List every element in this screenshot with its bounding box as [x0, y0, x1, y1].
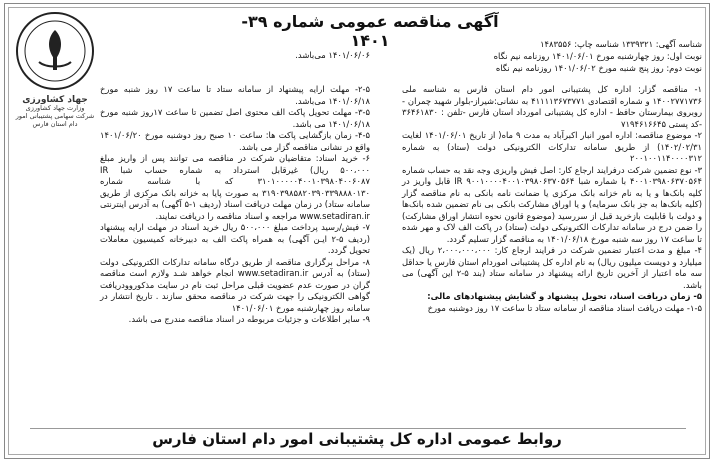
- section-5: ۵- زمان دریافت اسناد، تحویل پیشنهاد و گشایش پیشنهادهای مالی:: [427, 291, 702, 301]
- section-2: ۲- موضوع مناقصه: اداره امور انبار اکبرآباد به مدت ۹ ماه( از تاریخ ۱۴۰۱/۰۶/۰۱ لغایت ۱۴۰۲/۰۲/۳۱) از طریق سامانه تدارکات الکترونیکی دولت (ستاد) به شماره ۲۰۰۱۰۰۱۱۴۰۰۰۰۳۱۲: [402, 130, 702, 163]
- left-top-line: ۱۴۰۱/۰۶/۰۶ می‌باشد.: [295, 50, 370, 60]
- section-3: ۳- نوع تضمین شرکت درفرایند ارجاع کار: اصل فیش واریزی وجه نقد به حساب شماره ۴۰۰۱۰۳۹۸۰۶۳۷۰۵۶۴ با شماره شبا IR ۹۰۰۱۰۰۰۰۴۰۰۱۰۳۹۸۰۶۳۷۰۵۶۴ قابل واریز در کلیه بانک‌ها و یا به نام خزانه بانک مرکزی یا ضمانت نامه بانکی به نام مناقصه گزار (کلیه بانک‌ها به جز بانک سرمایه) و یا اوراق مشارکت بانکی بی نام تضمین شده بانک‌ها و دولت با قابلیت بازخرید قبل از سررسید (موضوع قانون نحوه انتشار اوراق مشارکت) را ضمن درج در سامانه تدارکات الکترونیکی دولت (ستاد) در پاکت الف لاک و مهر شده تا ساعت ۱۷ روز سه شنبه مورخ ۱۴۰۱/۰۶/۱۸ به مناقصه گزار تسلیم گردد.: [402, 164, 702, 244]
- section-1: ۱- مناقصه گزار: اداره کل پشتیبانی امور دام استان فارس به شناسه ملی ۱۴۰۰۲۷۷۱۷۳۶ و شماره اقتصادی ۴۱۱۱۱۳۶۷۳۷۷۱ به نشانی:شیراز-بلوار شهید چمران - روبروی بیمارستان حافظ - اداره کل پشتیبانی امورداد استان فارس -تلفن : ۳۶۴۶۱۸۳۰ -کد پستی ۷۱۹۴۶۱۶۶۴۵: [402, 84, 702, 129]
- first-publication: نوبت اول: روز چهارشنبه مورخ ۱۴۰۱/۰۶/۰۱ روزنامه نیم نگاه: [493, 51, 702, 61]
- section-5-2: ۲-۵- مهلت ارایه پیشنهاد از سامانه ستاد تا ساعت ۱۷ روز شنبه مورخ ۱۴۰۱/۰۶/۱۸ می‌باشد.: [100, 84, 370, 106]
- section-9: ۹- سایر اطلاعات و جزئیات مربوطه در اسناد مناقصه مندرج می باشد.: [128, 314, 370, 324]
- left-column: [100, 84, 370, 326]
- footer-divider: [30, 428, 686, 429]
- footer-signature: روابط عمومی اداره کل پشتیبانی امور دام استان فارس: [152, 430, 562, 448]
- logo-emblem-icon: [14, 10, 96, 92]
- logo-name: جهاد کشاورزی: [22, 95, 88, 105]
- logo-caption-1: وزارت جهاد کشاورزی: [25, 104, 85, 112]
- section-6: ۶- خرید اسناد: متقاضیان شرکت در مناقصه می توانند پس از واریز مبلغ ۵۰۰،۰۰۰ ریال) غیرقابل استرداد به شماره حساب شبا IR ۳۱۰۱۰۰۰۰۰۴۰۰۱۰۳۹۸۰۴۰۰۶۰۸۷ که با شناسه شماره ۳۱۹۰۳۹۸۵۸۲۰۳۹۰۳۳۹۸۸۸۰۱۳۰ به صورت پایا به خزانه بانک مرکزی از طریق سامانه ستاد) در زمان مهلت دریافت اسناد (ردیف ۱-۵ آگهی) به آدرس اینترنتی www.setadiran.ir مراجعه و اسناد مناقصه را دریافت نمایند.: [100, 153, 370, 221]
- ad-id-line: شناسه آگهی: ۱۳۳۹۳۲۱ شناسه چاپ: ۱۴۸۳۵۵۶: [540, 39, 702, 49]
- section-5-3: ۳-۵- مهلت تحویل پاکت الف محتوی اصل تضمین تا ساعت ۱۷روز شنبه مورخ ۱۴۰۱/۰۶/۱۸ می باشد.: [100, 107, 370, 129]
- ad-title: آگهی مناقصه عمومی شماره ۳۹- ۱۴۰۱: [241, 12, 499, 50]
- second-publication: نوبت دوم: روز پنج شنبه مورخ ۱۴۰۱/۰۶/۰۲ روزنامه نیم نگاه: [495, 63, 702, 73]
- ad-header-info: [402, 38, 702, 74]
- right-column: [402, 84, 702, 314]
- logo-caption-2: شرکت سهامی پشتیبانی امور دام استان فارس: [15, 112, 95, 128]
- section-5-4: ۴-۵- زمان بازگشایی پاکت ها: ساعت ۱۰ صبح روز دوشنبه مورخ ۱۴۰۱/۰۶/۲۰ واقع در نشانی مناقصه گزار می باشد.: [100, 130, 370, 152]
- section-4: ۴- مبلغ و مدت اعتبار تضمین شرکت در فرایند ارجاع کار: ۲،۰۰۰،۰۰۰،۰۰۰ ریال (یک میلیارد و دویست میلیون ریال) به نام اداره کل پشتیبانی اموردام استان فارس یا حداقل سه ماه اعتبار از آخرین تاریخ ارائه پیشنهاد در سامانه ستاد (بند ۵-۲ این آگهی) می باشد.: [402, 245, 702, 290]
- section-8: ۸- مراحل برگزاری مناقصه از طریق درگاه سامانه تدارکات الکترونیکی دولت (ستاد) به آدرس www.setadiran.ir انجام خواهد شـد ولازم است مناقصه گران در صورت عدم عضویت قبلی مراحل ثبت نام در سایت مذکوروودریافت گواهی الکترونیکی را جهت شرکت در مناقصه محقق سازند . تاریخ انتشار در سامانه روز چهارشنبه مورخ ۱۴۰۱/۰۶/۰۱: [100, 256, 370, 313]
- section-7: ۷- فیش/رسید پرداخت مبلغ ۵۰۰،۰۰۰ ریال خرید اسناد در مهلت ارایه پیشنهاد (ردیف ۵-۲ ایـن آگهی) به همراه پاکت الف به دبیرخانه کمیسیون معاملات تحویل گردد.: [100, 222, 370, 255]
- left-top-text: [100, 50, 370, 62]
- organization-logo: [14, 10, 96, 130]
- section-5-1: ۱-۵- مهلت دریافت اسناد مناقصه از سامانه ستاد تا ساعت ۱۷ روز دوشنبه مورخ: [427, 302, 702, 313]
